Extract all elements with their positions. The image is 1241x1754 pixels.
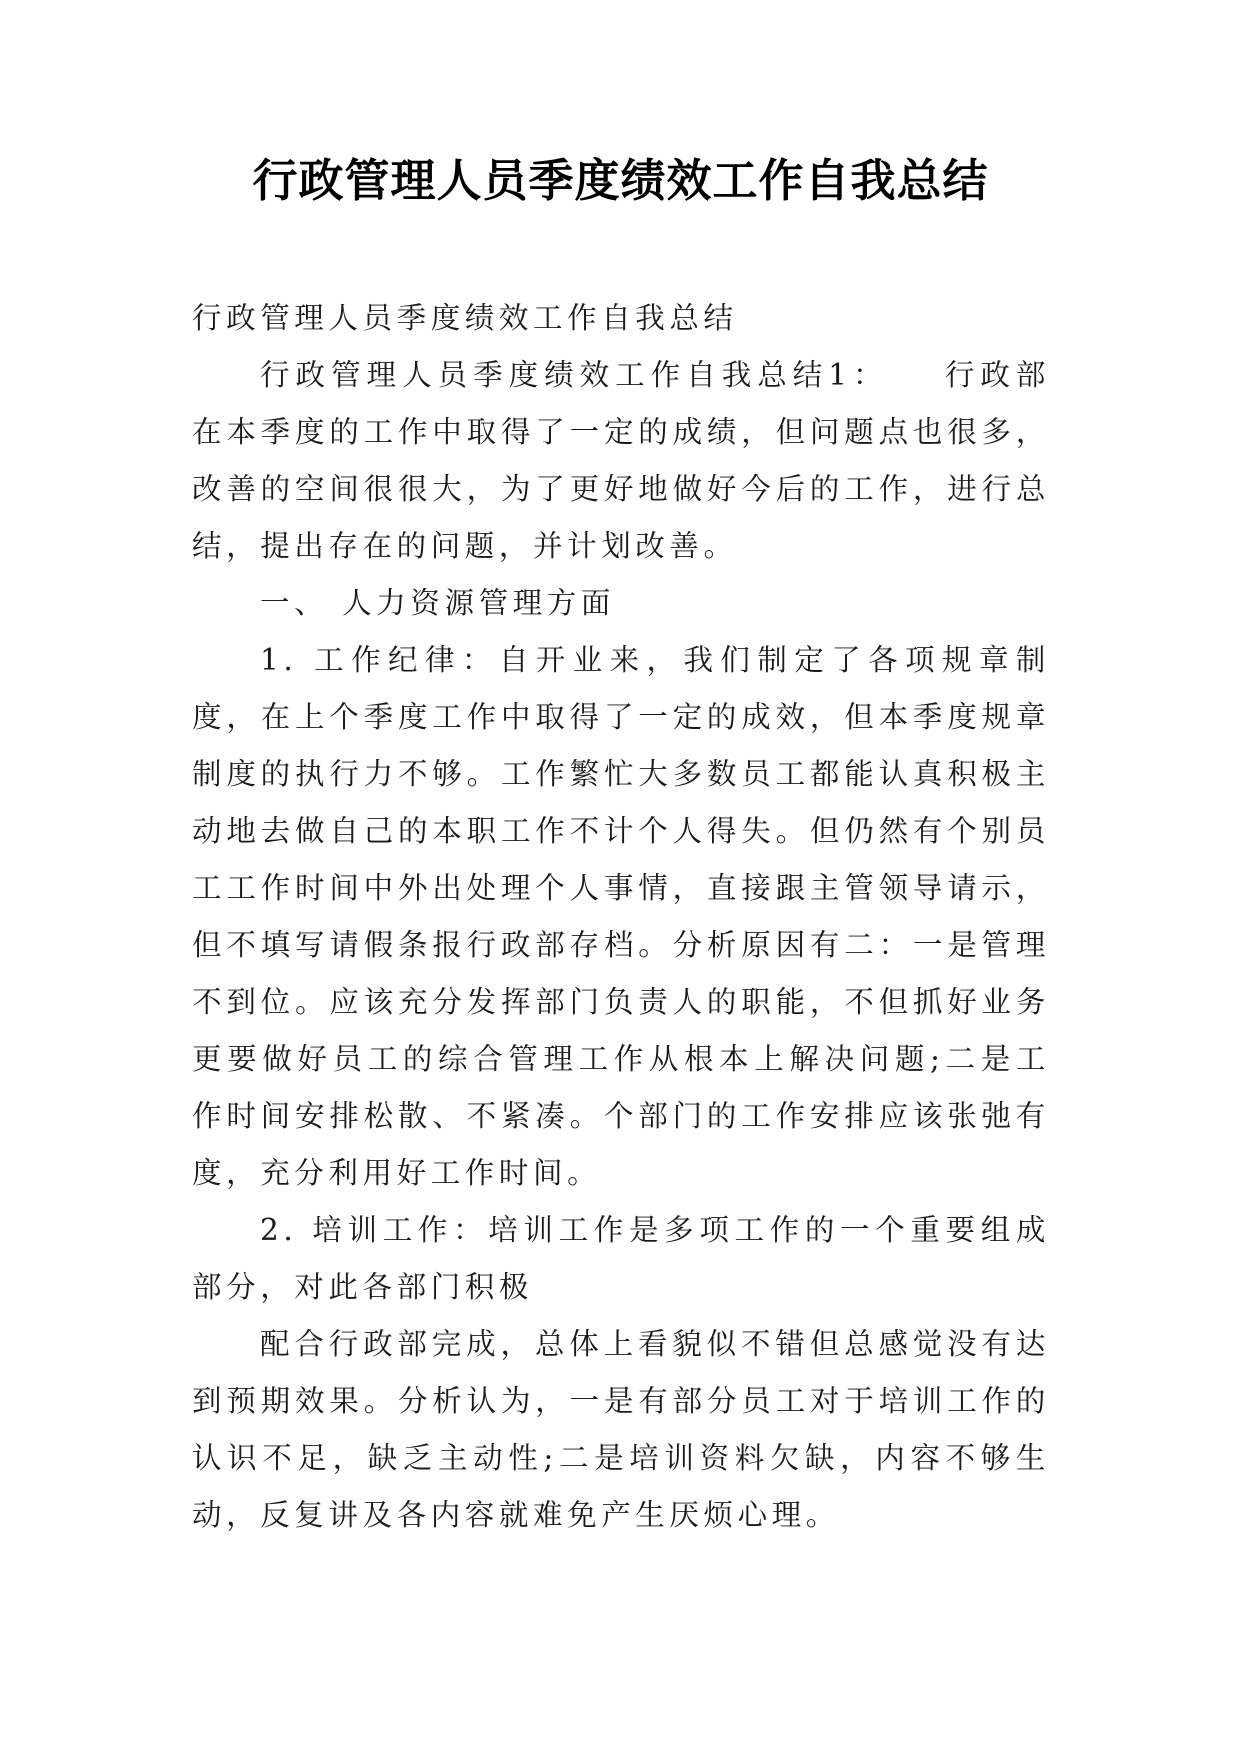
paragraph-work-discipline: 1. 工作纪律：自开业来，我们制定了各项规章制度，在上个季度工作中取得了一定的成效，但本季度规章制度的执行力不够。工作繁忙大多数员工都能认真积极主动地去做自己的本职工作不计个人得失。但仍然有个别员工工作时间中外出处理个人事情，直接跟主管领导请示，但不填写请假条报行政部存档。分析原因有二：一是管理不到位。应该充分发挥部门负责人的职能，不但抓好业务更要做好员工的综合管理工作从根本上解决问题;二是工作时间安排松散、不紧凑。个部门的工作安排应该张弛有度，充分利用好工作时间。	[192, 643, 1050, 1190]
paragraph-intro: 行政管理人员季度绩效工作自我总结1： 行政部在本季度的工作中取得了一定的成绩，但问题点也很多，改善的空间很很大，为了更好地做好今后的工作，进行总结，提出存在的问题，并计划改善。	[192, 358, 1050, 563]
paragraph-subtitle: 行政管理人员季度绩效工作自我总结	[192, 301, 738, 335]
section-heading-hr: 一、 人力资源管理方面	[260, 586, 615, 620]
document-title: 行政管理人员季度绩效工作自我总结	[252, 154, 989, 207]
paragraph-training-continued: 配合行政部完成，总体上看貌似不错但总感觉没有达到预期效果。分析认为，一是有部分员工对于培训工作的认识不足，缺乏主动性;二是培训资料欠缺，内容不够生动，反复讲及各内容就难免产生厌烦心理。	[192, 1327, 1050, 1532]
document-body	[192, 290, 1050, 1544]
paragraph-training: 2. 培训工作：培训工作是多项工作的一个重要组成部分，对此各部门积极	[192, 1213, 1050, 1304]
